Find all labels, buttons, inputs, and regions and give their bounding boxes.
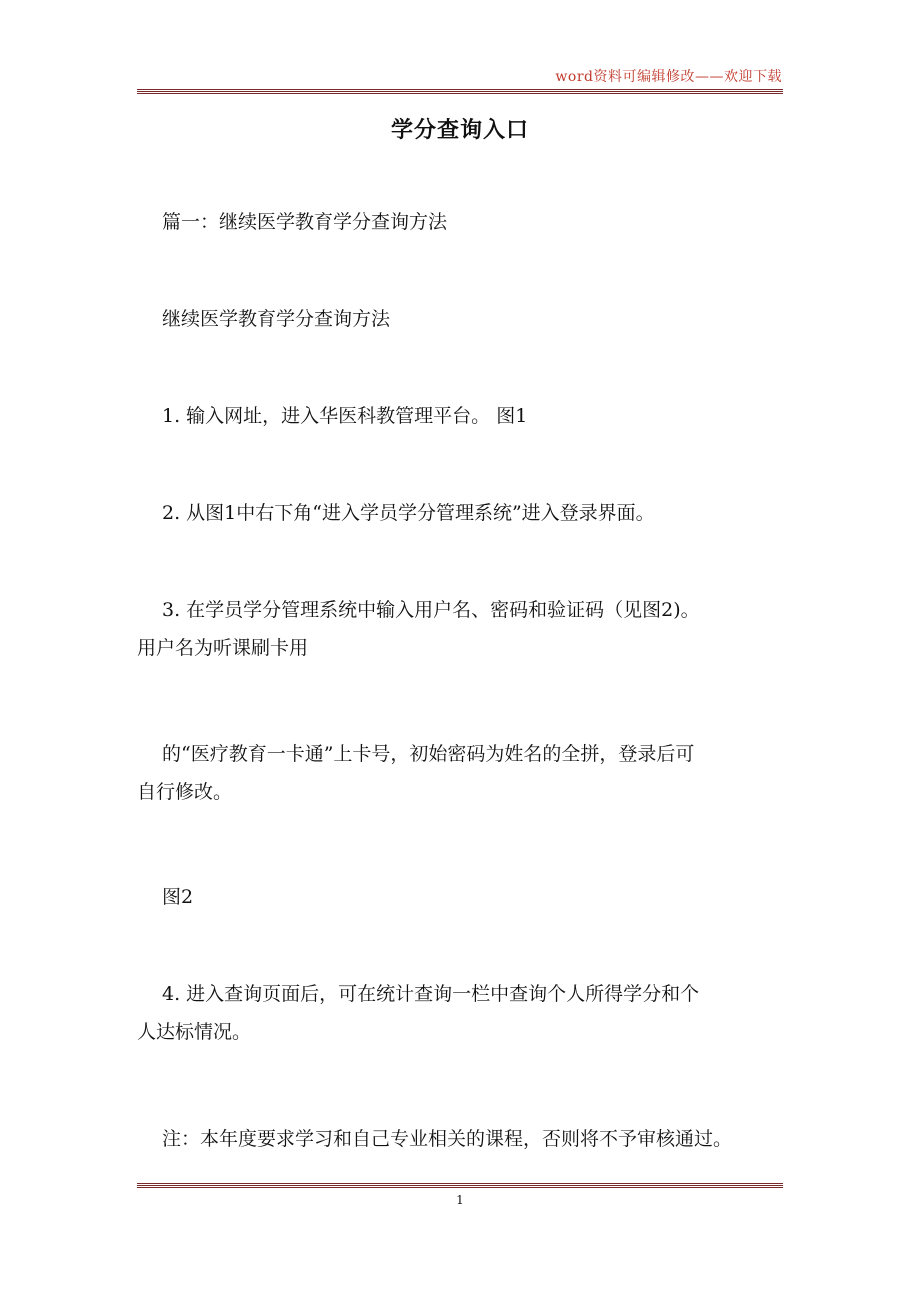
paragraph-5-line-2: 用户名为听课刷卡用: [137, 637, 309, 659]
paragraph-8-line-2: 人达标情况。: [137, 1021, 252, 1043]
paragraph-9-line-1: 注：本年度要求学习和自己专业相关的课程，否则将不予审核通过。: [162, 1128, 733, 1150]
footer-rule: [137, 1183, 783, 1188]
header-rule: [137, 89, 783, 94]
paragraph-2: [137, 300, 787, 338]
paragraph-4: [137, 494, 787, 532]
paragraph-8: [137, 975, 787, 1051]
paragraph-8-line-1: 4. 进入查询页面后，可在统计查询一栏中查询个人所得学分和个: [162, 983, 700, 1005]
document-title: 学分查询入口: [390, 118, 529, 143]
paragraph-6-line-1: 的“医疗教育一卡通”上卡号，初始密码为姓名的全拼，登录后可: [162, 743, 695, 765]
paragraph-5-line-1: 3. 在学员学分管理系统中输入用户名、密码和验证码（见图2)。: [162, 599, 700, 621]
paragraph-3: [137, 397, 787, 435]
paragraph-1-line-1: 篇一：继续医学教育学分查询方法: [162, 211, 448, 233]
paragraph-2-line-1: 继续医学教育学分查询方法: [162, 308, 391, 330]
paragraph-1: [137, 203, 787, 241]
paragraph-3-line-1: 1. 输入网址，进入华医科教管理平台。 图1: [162, 405, 528, 427]
paragraph-5: [137, 591, 787, 667]
paragraph-6-line-2: 自行修改。: [137, 781, 233, 803]
paragraph-4-line-1: 2. 从图1中右下角“进入学员学分管理系统”进入登录界面。: [162, 502, 655, 524]
paragraph-7-line-1: 图2: [162, 886, 194, 908]
paragraph-6: [137, 735, 787, 811]
paragraph-9: [137, 1120, 787, 1158]
header-note: word资料可编辑修改——欢迎下载: [555, 69, 782, 85]
paragraph-7: [137, 878, 787, 916]
page-number: 1: [456, 1193, 464, 1207]
